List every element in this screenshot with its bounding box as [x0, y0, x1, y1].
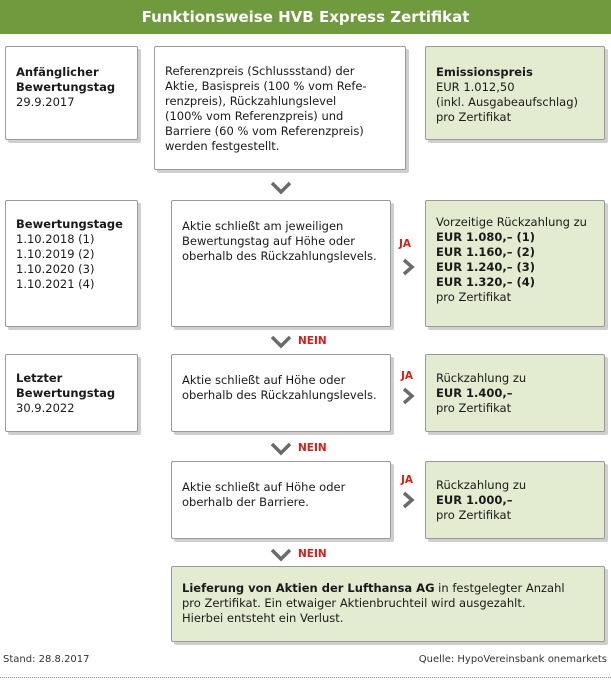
- valuation-date: 1.10.2020 (3): [16, 262, 95, 276]
- chevron-down-icon: [269, 181, 293, 195]
- chevron-down-icon: [269, 335, 293, 349]
- yes-label: JA: [401, 474, 414, 486]
- footer-divider: [0, 677, 611, 678]
- early-repayment-amount: EUR 1.080,– (1): [436, 230, 536, 244]
- valuation-date: 1.10.2018 (1): [16, 232, 95, 246]
- condition-final-box: [171, 354, 391, 432]
- early-repayment-box: [425, 200, 605, 327]
- share-delivery-bold: Lieferung von Aktien der Lufthansa AG: [182, 581, 435, 595]
- initial-valuation-heading-1: Anfänglicher: [16, 65, 99, 79]
- repayment-label: Rückzahlung zu: [436, 478, 527, 492]
- repayment-amount: EUR 1.400,–: [436, 386, 513, 400]
- chevron-right-icon: [401, 257, 415, 277]
- repayment-1400-box: [425, 354, 605, 432]
- valuation-date: 1.10.2019 (2): [16, 247, 95, 261]
- chevron-right-icon: [401, 386, 415, 406]
- early-repayment-amount: EUR 1.240,– (3): [436, 260, 536, 274]
- share-delivery-line-1: [182, 581, 594, 596]
- reference-text-line: Referenzpreis (Schlussstand) der: [165, 64, 355, 78]
- condition-text-line: Aktie schließt am jeweiligen: [182, 219, 344, 233]
- source-note: Quelle: HypoVereinsbank onemarkets: [418, 654, 607, 665]
- last-valuation-box: [5, 354, 138, 432]
- chevron-down-icon: [269, 442, 293, 456]
- repayment-amount: EUR 1.000,–: [436, 493, 513, 507]
- repayment-unit: pro Zertifikat: [436, 401, 512, 415]
- reference-price-box: [154, 46, 406, 170]
- chevron-right-icon: [401, 490, 415, 510]
- issue-price-box: [425, 46, 605, 140]
- early-repayment-amount: EUR 1.320,– (4): [436, 275, 536, 289]
- issue-price-value: EUR 1.012,50: [436, 80, 515, 94]
- reference-text-line: (100% vom Referenzpreis) und: [165, 109, 344, 123]
- initial-valuation-heading-2: Bewertungstag: [16, 80, 116, 94]
- condition-early-box: [171, 200, 391, 327]
- condition-text-line: Aktie schließt auf Höhe oder: [182, 373, 346, 387]
- reference-text-line: renzpreis), Rückzahlungslevel: [165, 94, 337, 108]
- issue-price-note: (inkl. Ausgabeaufschlag): [436, 95, 579, 109]
- issue-price-unit: pro Zertifikat: [436, 110, 512, 124]
- reference-text-line: werden festgestellt.: [165, 139, 280, 153]
- early-repayment-amount: EUR 1.160,– (2): [436, 245, 536, 259]
- condition-text-line: oberhalb der Barriere.: [182, 495, 309, 509]
- issue-price-heading: Emissionspreis: [436, 65, 533, 79]
- share-delivery-line-2: pro Zertifikat. Ein etwaiger Aktienbruchteil wird ausgezahlt.: [182, 596, 526, 610]
- share-delivery-rest: in festgelegter Anzahl: [434, 581, 565, 595]
- condition-text-line: Aktie schließt auf Höhe oder: [182, 480, 346, 494]
- reference-text-line: Barriere (60 % vom Referenzpreis): [165, 124, 364, 138]
- date-stamp: Stand: 28.8.2017: [3, 654, 90, 665]
- share-delivery-box: [171, 566, 605, 642]
- valuation-date: 1.10.2021 (4): [16, 277, 95, 291]
- reference-text-line: Aktie, Basispreis (100 % vom Refe-: [165, 79, 367, 93]
- last-valuation-date: 30.9.2022: [16, 401, 75, 415]
- initial-valuation-box: [5, 46, 138, 140]
- repayment-unit: pro Zertifikat: [436, 508, 512, 522]
- last-valuation-heading-1: Letzter: [16, 371, 63, 385]
- condition-barrier-box: [171, 461, 391, 539]
- repayment-label: Rückzahlung zu: [436, 371, 527, 385]
- chevron-down-icon: [269, 548, 293, 562]
- condition-text-line: Bewertungstag auf Höhe oder: [182, 234, 355, 248]
- valuation-dates-box: [5, 200, 138, 327]
- diagram-title: Funktionsweise HVB Express Zertifikat: [0, 0, 611, 34]
- no-label: NEIN: [298, 335, 327, 347]
- early-repayment-label: Vorzeitige Rückzahlung zu: [436, 215, 587, 229]
- yes-label: JA: [401, 370, 414, 382]
- condition-text-line: oberhalb des Rückzahlungslevels.: [182, 388, 377, 402]
- repayment-1000-box: [425, 461, 605, 539]
- share-delivery-line-3: Hierbei entsteht ein Verlust.: [182, 611, 344, 625]
- no-label: NEIN: [298, 548, 327, 560]
- valuation-dates-heading: Bewertungstage: [16, 217, 123, 231]
- condition-text-line: oberhalb des Rückzahlungslevels.: [182, 249, 377, 263]
- no-label: NEIN: [298, 442, 327, 454]
- yes-label: JA: [399, 238, 412, 250]
- early-repayment-unit: pro Zertifikat: [436, 290, 512, 304]
- last-valuation-heading-2: Bewertungstag: [16, 386, 116, 400]
- initial-valuation-date: 29.9.2017: [16, 95, 75, 109]
